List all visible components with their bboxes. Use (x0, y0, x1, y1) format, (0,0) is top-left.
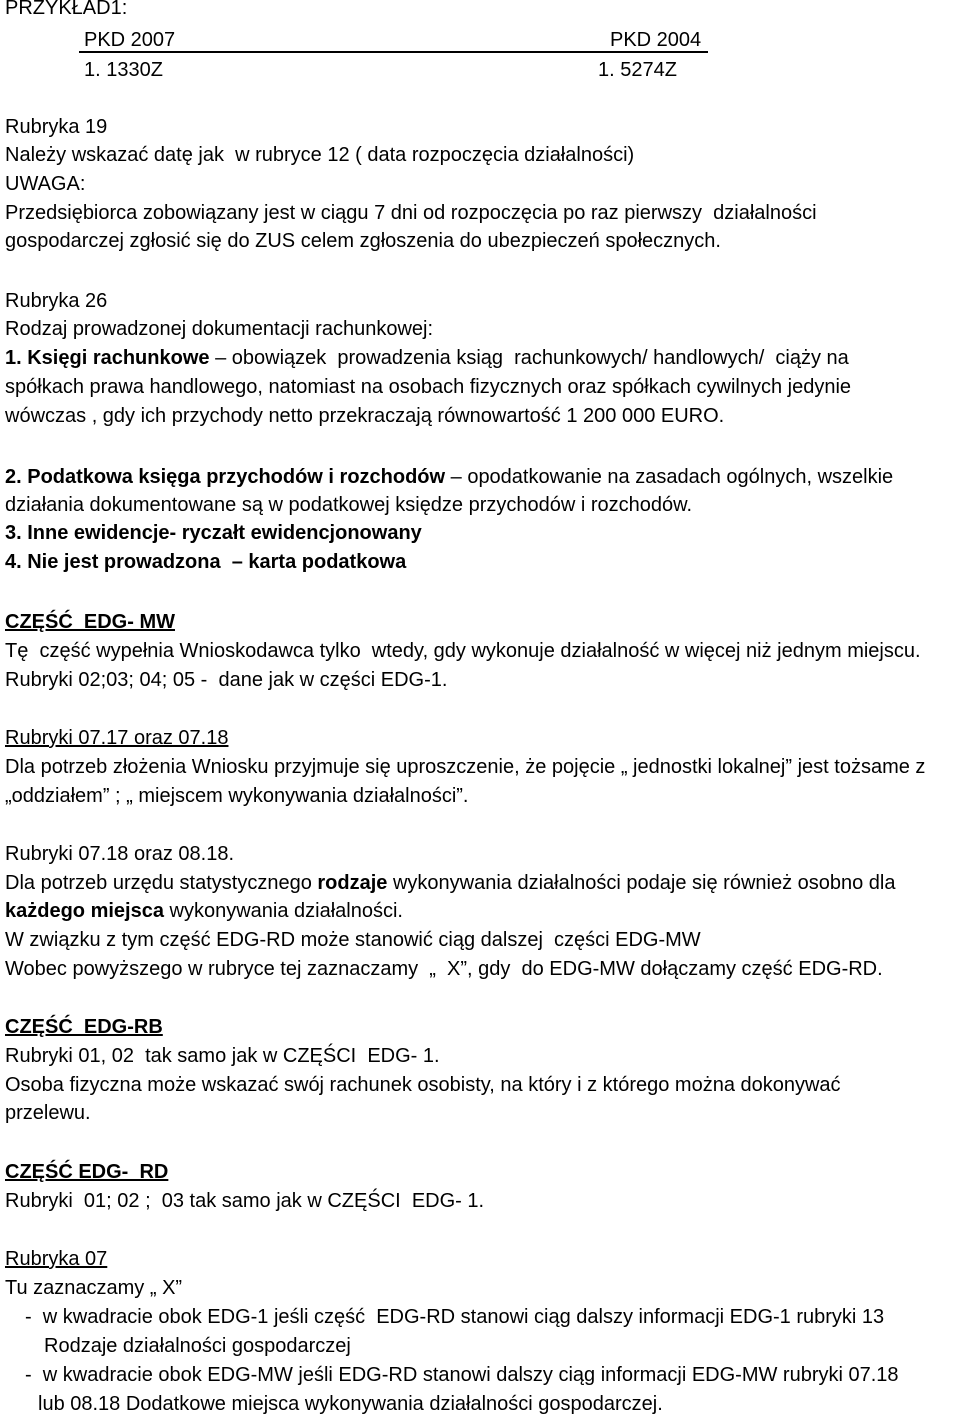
line2-bold: każdego miejsca (5, 900, 164, 922)
edg-mw-heading: CZĘŚĆ EDG- MW (5, 611, 175, 633)
item1-line3: wówczas , gdy ich przychody netto przekraczają równowartość 1 200 000 EURO. (5, 405, 725, 427)
rubryka19-heading: Rubryka 19 (5, 116, 108, 138)
rubryki-0718-line4: Wobec powyższego w rubryce tej zaznaczamy „ X”, gdy do EDG-MW dołączamy część EDG-RD. (5, 958, 883, 980)
pkd2007-label: PKD 2007 (84, 29, 176, 51)
bullet1-line1: - w kwadracie obok EDG-1 jeśli część EDG-RD stanowi ciąg dalszy informacji EDG-1 rubryki 13 (25, 1306, 885, 1328)
rubryka19-line3: gospodarczej zgłosić się do ZUS celem zgłoszenia do ubezpieczeń społecznych. (5, 230, 721, 252)
rubryki-0717-line1: Dla potrzeb złożenia Wniosku przyjmuje się uproszczenie, że pojęcie „ jednostki lokalnej” jest tożsame z (5, 756, 926, 778)
edg-mw-line2: Rubryki 02;03; 04; 05 - dane jak w części EDG-1. (5, 669, 448, 691)
item4: 4. Nie jest prowadzona – karta podatkowa (5, 551, 407, 573)
item1-line1 (5, 344, 849, 373)
edg-rb-line1: Rubryki 01, 02 tak samo jak w CZĘŚCI EDG- 1. (5, 1045, 440, 1067)
bullet1-line2: Rodzaje działalności gospodarczej (44, 1335, 351, 1357)
pkd2004-label: PKD 2004 (610, 29, 702, 51)
edg-mw-line1: Tę część wypełnia Wnioskodawca tylko wtedy, gdy wykonuje działalność w więcej niż jednym miejscu. (5, 640, 921, 662)
rubryka07-heading: Rubryka 07 (5, 1248, 108, 1270)
rubryki-0717-line2: „oddziałem” ; „ miejscem wykonywania działalności”. (5, 785, 469, 807)
edg-rb-line2: Osoba fizyczna może wskazać swój rachunek osobisty, na który i z którego można dokonywać (5, 1074, 841, 1096)
header-rule (79, 51, 708, 53)
rubryka26-subtitle: Rodzaj prowadzonej dokumentacji rachunkowej: (5, 318, 434, 340)
item1-line2: spółkach prawa handlowego, natomiast na osobach fizycznych oraz spółkach cywilnych jedynie (5, 376, 852, 398)
item1-rest: – obowiązek prowadzenia ksiąg rachunkowych/ handlowych/ ciąży na (209, 347, 849, 369)
pkd2004-code: 1. 5274Z (598, 59, 677, 81)
item2-rest: – opodatkowanie na zasadach ogólnych, wszelkie (445, 466, 894, 488)
line1-bold-rodzaje: rodzaje (317, 872, 388, 894)
bullet2-line2: lub 08.18 Dodatkowe miejsca wykonywania działalności gospodarczej. (38, 1393, 663, 1415)
rubryki-0718-line3: W związku z tym część EDG-RD może stanowić ciąg dalszej części EDG-MW (5, 929, 701, 951)
item2-line2: działania dokumentowane są w podatkowej księdze przychodów i rozchodów. (5, 494, 693, 516)
rubryka07-line1: Tu zaznaczamy „ X” (5, 1277, 183, 1299)
rubryka19-line2: Przedsiębiorca zobowiązany jest w ciągu 7 dni od rozpoczęcia po raz pierwszy działalności (5, 202, 817, 224)
item3: 3. Inne ewidencje- ryczałt ewidencjonowany (5, 522, 422, 544)
example-title: PRZYKŁAD1: (5, 0, 128, 19)
edg-rb-heading: CZĘŚĆ EDG-RB (5, 1016, 163, 1038)
line2-rest: wykonywania działalności. (163, 900, 403, 922)
edg-rd-line1: Rubryki 01; 02 ; 03 tak samo jak w CZĘŚCI EDG- 1. (5, 1190, 485, 1212)
line1-part-a: Dla potrzeb urzędu statystycznego (5, 872, 318, 894)
bullet2-line1: - w kwadracie obok EDG-MW jeśli EDG-RD stanowi dalszy ciąg informacji EDG-MW rubryki 07.18 (25, 1364, 899, 1386)
line1-part-c: wykonywania działalności podaje się również osobno dla (387, 872, 896, 894)
item2-bold: 2. Podatkowa księga przychodów i rozchodów (5, 466, 446, 488)
item2-line1 (5, 463, 893, 492)
edg-rb-line3: przelewu. (5, 1102, 91, 1124)
item1-bold: 1. Księgi rachunkowe (5, 347, 210, 369)
rubryka19-line1: Należy wskazać datę jak w rubryce 12 ( data rozpoczęcia działalności) (5, 144, 635, 166)
rubryki-0717-heading: Rubryki 07.17 oraz 07.18 (5, 727, 229, 749)
pkd2007-code: 1. 1330Z (84, 59, 163, 81)
rubryki-0718-line1 (5, 869, 896, 898)
rubryka26-heading: Rubryka 26 (5, 290, 108, 312)
rubryki-0718-heading: Rubryki 07.18 oraz 08.18. (5, 843, 235, 865)
edg-rd-heading: CZĘŚĆ EDG- RD (5, 1161, 169, 1183)
rubryki-0718-line2 (5, 897, 403, 926)
uwaga-label: UWAGA: (5, 173, 86, 195)
